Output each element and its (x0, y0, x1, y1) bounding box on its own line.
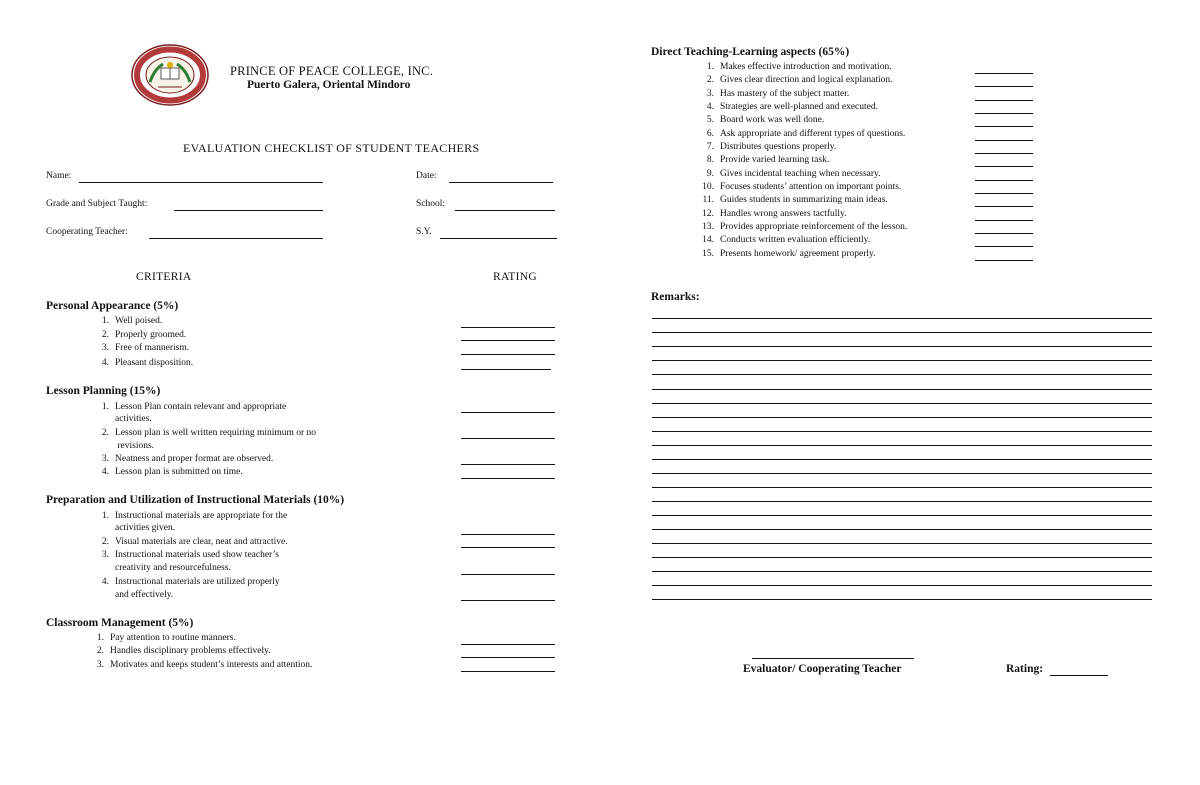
remarks-line[interactable] (652, 473, 1152, 474)
school-location: Puerto Galera, Oriental Mindoro (247, 79, 411, 91)
rating-blank[interactable] (975, 113, 1033, 114)
remarks-line[interactable] (652, 585, 1152, 586)
rating-blank[interactable] (461, 534, 555, 535)
school-name: PRINCE OF PEACE COLLEGE, INC. (230, 64, 434, 78)
grade-subject-label: Grade and Subject Taught: (46, 199, 148, 209)
rating-blank[interactable] (461, 464, 555, 465)
final-rating-label: Rating: (1006, 663, 1044, 675)
school-blank[interactable] (455, 210, 555, 211)
rating-blank[interactable] (461, 340, 555, 341)
school-label: School: (416, 199, 446, 209)
rating-blank[interactable] (461, 327, 555, 328)
rating-blank[interactable] (975, 126, 1033, 127)
rating-blank[interactable] (975, 86, 1033, 87)
remarks-line[interactable] (652, 459, 1152, 460)
remarks-line[interactable] (652, 417, 1152, 418)
name-label: Name: (46, 171, 72, 181)
rating-blank[interactable] (975, 233, 1033, 234)
remarks-line[interactable] (652, 360, 1152, 361)
section-personal-appearance: Personal Appearance (5%) (46, 300, 179, 312)
final-rating-blank[interactable] (1050, 675, 1108, 676)
remarks-line[interactable] (652, 543, 1152, 544)
remarks-line[interactable] (652, 515, 1152, 516)
remarks-line[interactable] (652, 445, 1152, 446)
rating-blank[interactable] (461, 478, 555, 479)
cooperating-teacher-blank[interactable] (149, 238, 323, 239)
remarks-line[interactable] (652, 403, 1152, 404)
remarks-line[interactable] (652, 389, 1152, 390)
rating-blank[interactable] (975, 193, 1033, 194)
remarks-line[interactable] (652, 557, 1152, 558)
remarks-line[interactable] (652, 346, 1152, 347)
rating-blank[interactable] (461, 671, 555, 672)
rating-blank[interactable] (461, 412, 555, 413)
sy-label: S.Y. (416, 227, 432, 237)
remarks-line[interactable] (652, 529, 1152, 530)
remarks-line[interactable] (652, 374, 1152, 375)
sy-blank[interactable] (440, 238, 557, 239)
section-instructional-materials: Preparation and Utilization of Instructional Materials (10%) (46, 494, 345, 506)
rating-blank[interactable] (461, 600, 555, 601)
section-lesson-planning: Lesson Planning (15%) (46, 385, 161, 397)
rating-blank[interactable] (975, 166, 1033, 167)
rating-blank[interactable] (461, 354, 555, 355)
remarks-line[interactable] (652, 487, 1152, 488)
rating-blank[interactable] (975, 180, 1033, 181)
date-label: Date: (416, 171, 437, 181)
remarks-label: Remarks: (651, 291, 700, 303)
section-classroom-management: Classroom Management (5%) (46, 617, 194, 629)
rating-blank[interactable] (975, 206, 1033, 207)
rating-blank[interactable] (975, 220, 1033, 221)
rating-blank[interactable] (461, 369, 551, 370)
rating-blank[interactable] (461, 547, 555, 548)
document-title: EVALUATION CHECKLIST OF STUDENT TEACHERS (183, 141, 480, 155)
rating-blank[interactable] (461, 644, 555, 645)
remarks-line[interactable] (652, 571, 1152, 572)
date-blank[interactable] (449, 182, 553, 183)
signature-line[interactable] (752, 658, 914, 659)
college-seal-logo (130, 44, 210, 106)
grade-subject-blank[interactable] (174, 210, 323, 211)
section-direct-teaching: Direct Teaching-Learning aspects (65%) (651, 46, 850, 58)
rating-blank[interactable] (975, 140, 1033, 141)
cooperating-teacher-label: Cooperating Teacher: (46, 227, 128, 237)
rating-blank[interactable] (975, 73, 1033, 74)
criteria-header: CRITERIA (136, 271, 192, 283)
evaluator-label: Evaluator/ Cooperating Teacher (743, 663, 902, 675)
remarks-line[interactable] (652, 318, 1152, 319)
rating-blank[interactable] (975, 246, 1033, 247)
remarks-line[interactable] (652, 332, 1152, 333)
remarks-line[interactable] (652, 501, 1152, 502)
rating-blank[interactable] (461, 438, 555, 439)
rating-blank[interactable] (975, 260, 1033, 261)
name-blank[interactable] (79, 182, 323, 183)
remarks-line[interactable] (652, 431, 1152, 432)
rating-blank[interactable] (975, 100, 1033, 101)
rating-header: RATING (493, 271, 537, 283)
rating-blank[interactable] (461, 574, 555, 575)
rating-blank[interactable] (461, 657, 555, 658)
remarks-line[interactable] (652, 599, 1152, 600)
rating-blank[interactable] (975, 153, 1033, 154)
